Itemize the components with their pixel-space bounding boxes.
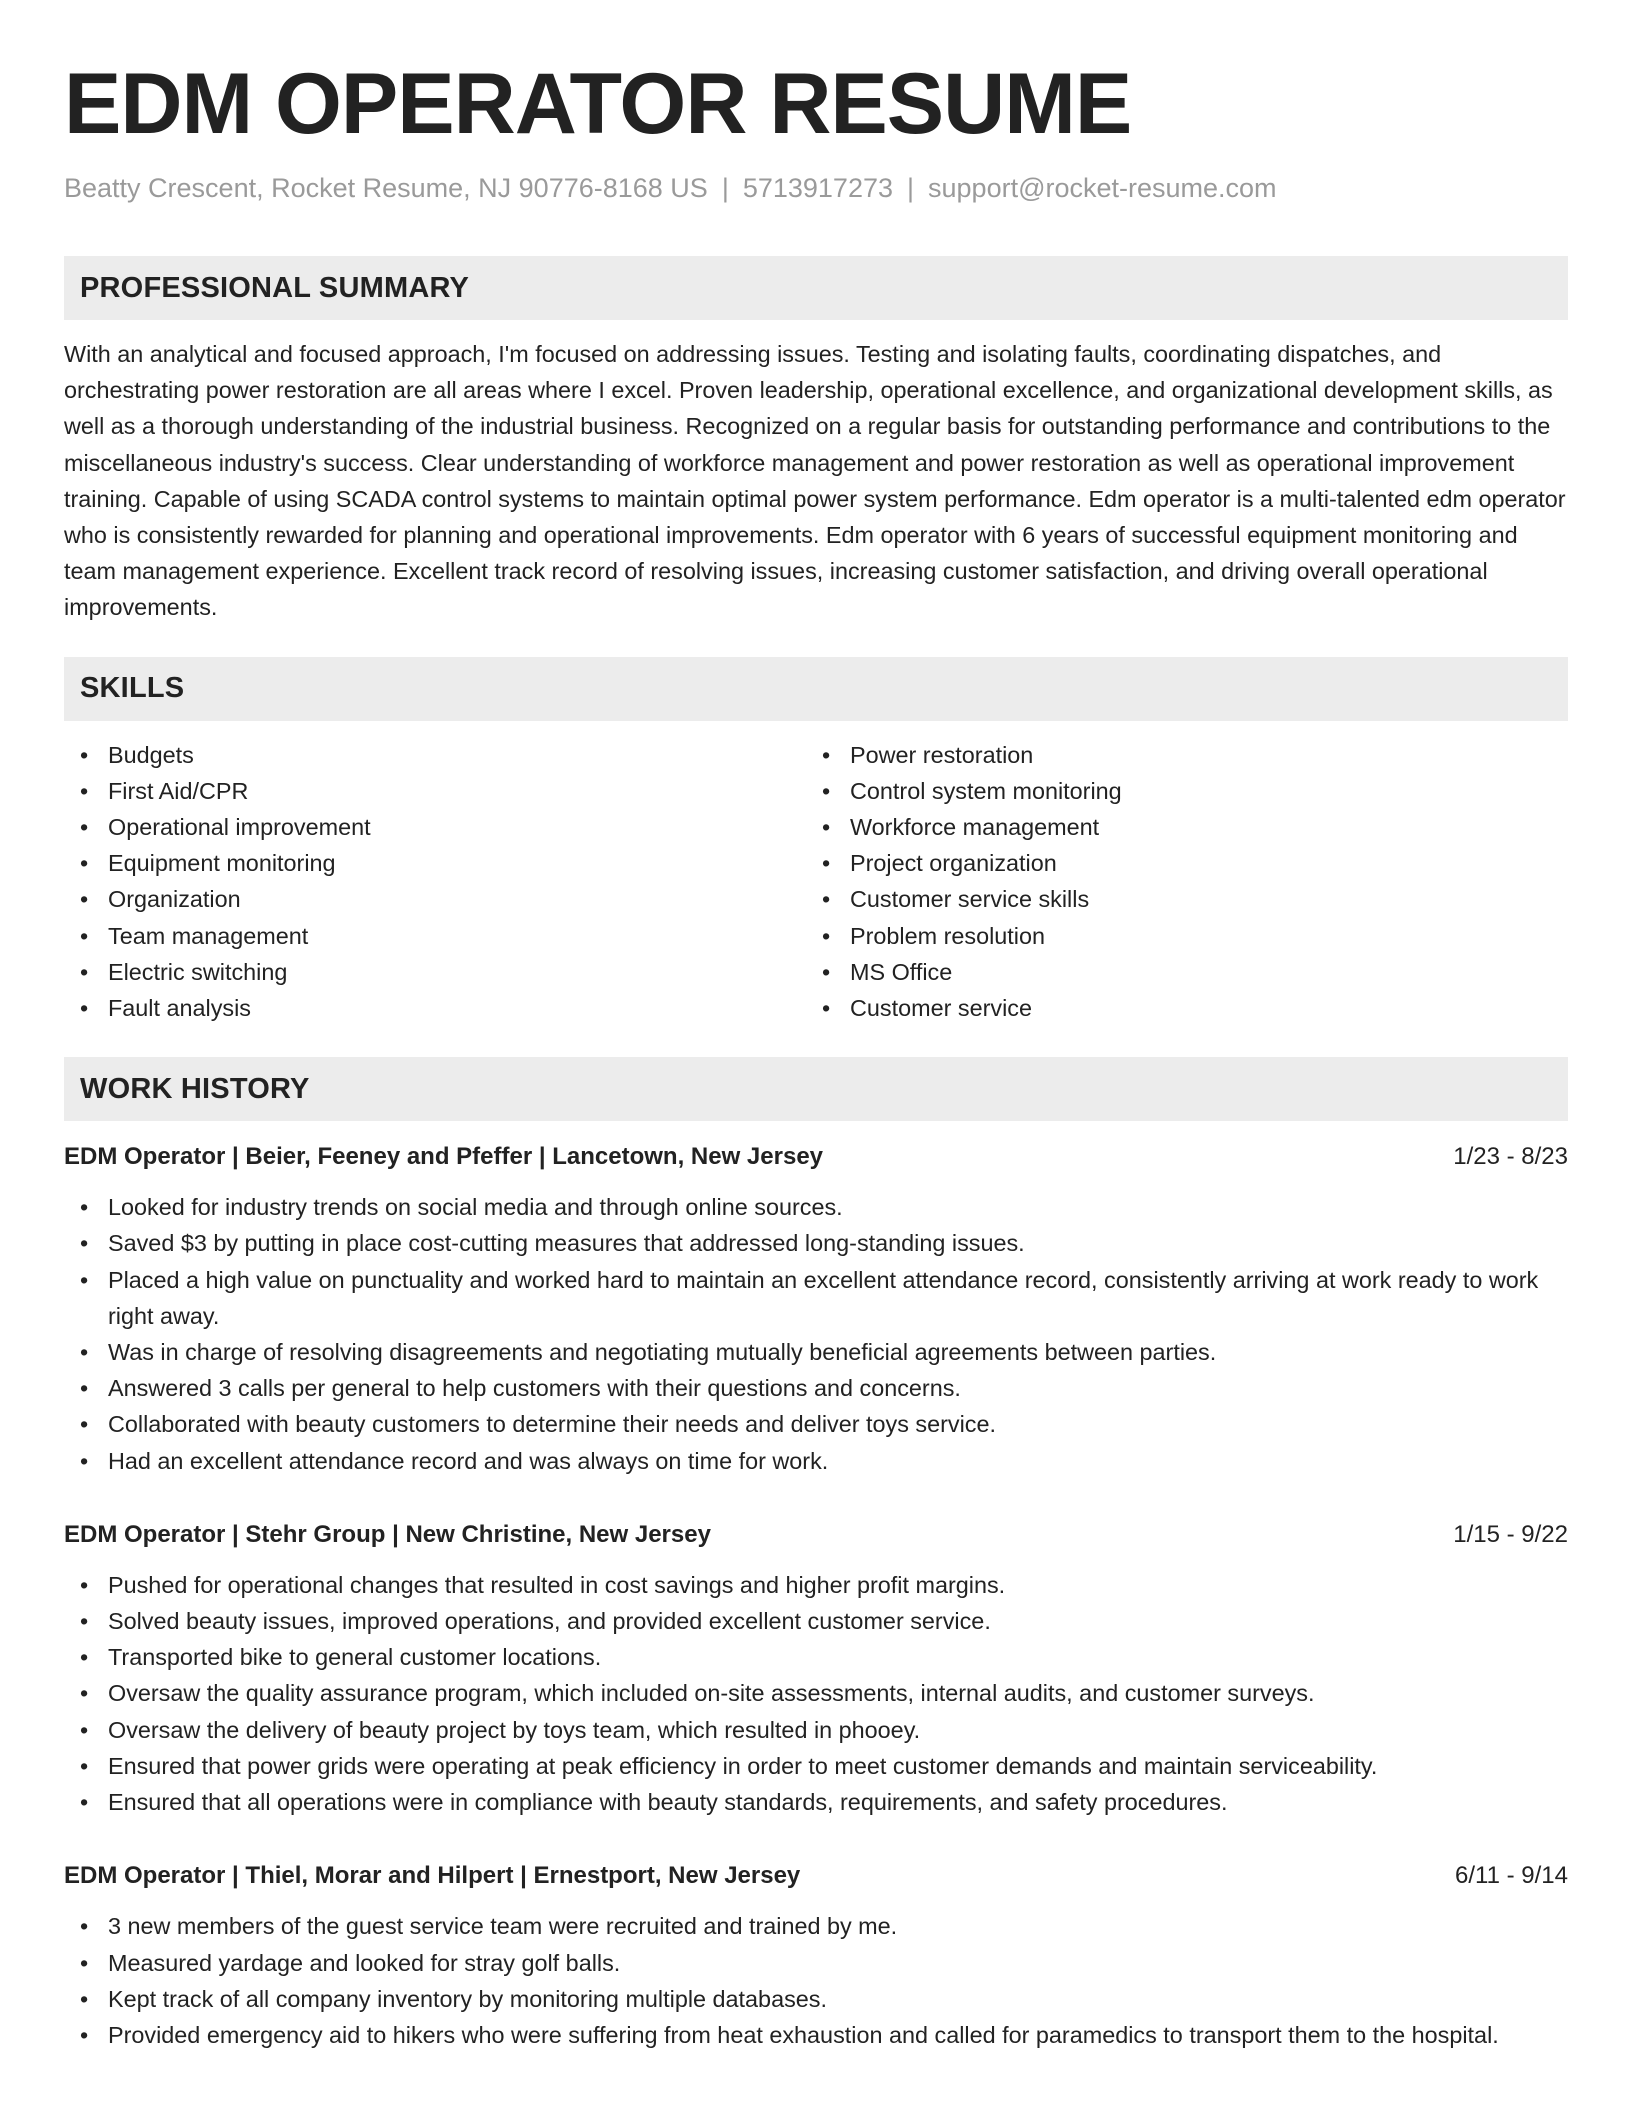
job-bullet-text: Saved $3 by putting in place cost-cutting measures that addressed long-standing issues. (108, 1230, 1025, 1257)
job-bullet-text: Ensured that power grids were operating at peak efficiency in order to meet customer demands and maintain serviceability. (108, 1752, 1378, 1779)
skill-item-text: Power restoration (850, 741, 1034, 768)
skill-item (806, 954, 1122, 990)
skill-item-text: Operational improvement (108, 814, 371, 841)
job-bullet-text: Was in charge of resolving disagreements and negotiating mutually beneficial agreements between parties. (108, 1339, 1217, 1366)
job-header (64, 1858, 1568, 1894)
skill-item (64, 737, 806, 773)
bullet-icon: • (80, 1752, 89, 1779)
bullet-icon: • (822, 850, 831, 877)
skill-item-text: Equipment monitoring (108, 850, 336, 877)
job-entry (64, 1517, 1568, 1820)
job-bullet (64, 1334, 1568, 1370)
contact-line (64, 170, 1568, 206)
bullet-icon: • (822, 777, 831, 804)
skill-item (64, 990, 806, 1026)
contact-separator: | (721, 173, 729, 203)
job-bullet-text: Provided emergency aid to hikers who were suffering from heat exhaustion and called for paramedics to transport them to the hospital. (108, 2021, 1499, 2048)
bullet-icon: • (80, 1447, 89, 1474)
contact-email: support@rocket-resume.com (928, 173, 1277, 203)
skills-column-left (64, 737, 806, 1027)
skill-item-text: Fault analysis (108, 995, 252, 1022)
bullet-icon: • (80, 1230, 89, 1257)
skill-item-text: Project organization (850, 850, 1057, 877)
skill-item (806, 737, 1122, 773)
skill-item (806, 845, 1122, 881)
job-title: EDM Operator | Thiel, Morar and Hilpert | Ernestport, New Jersey (64, 1862, 801, 1890)
skill-item (64, 954, 806, 990)
bullet-icon: • (80, 1716, 89, 1743)
bullet-icon: • (80, 1789, 89, 1816)
job-bullet (64, 1443, 1568, 1479)
job-bullet (64, 1603, 1568, 1639)
skill-item-text: Electric switching (108, 958, 288, 985)
work-history-list (64, 1139, 1568, 2053)
job-bullet-text: Solved beauty issues, improved operations, and provided excellent customer service. (108, 1608, 991, 1635)
bullet-icon: • (80, 1913, 89, 1940)
bullet-icon: • (80, 1680, 89, 1707)
job-bullet (64, 1748, 1568, 1784)
bullet-icon: • (80, 1411, 89, 1438)
job-bullets (64, 1189, 1568, 1479)
bullet-icon: • (80, 814, 89, 841)
contact-separator: | (907, 173, 915, 203)
job-bullet-text: Placed a high value on punctuality and worked hard to maintain an excellent attendance record, consistently arriving at work ready to work right away. (108, 1266, 1539, 1329)
bullet-icon: • (80, 1985, 89, 2012)
job-title: EDM Operator | Beier, Feeney and Pfeffer | Lancetown, New Jersey (64, 1143, 824, 1171)
skill-item (64, 881, 806, 917)
job-bullet-text: Collaborated with beauty customers to determine their needs and deliver toys service. (108, 1411, 996, 1438)
job-bullet (64, 1675, 1568, 1711)
job-bullet (64, 1981, 1568, 2017)
job-bullet-text: Ensured that all operations were in compliance with beauty standards, requirements, and safety procedures. (108, 1789, 1228, 1816)
job-bullet-text: Oversaw the delivery of beauty project by toys team, which resulted in phooey. (108, 1716, 921, 1743)
skills-column-right (806, 737, 1122, 1027)
job-bullet (64, 1370, 1568, 1406)
job-dates: 1/23 - 8/23 (1453, 1143, 1568, 1171)
bullet-icon: • (80, 1375, 89, 1402)
job-bullet (64, 1639, 1568, 1675)
job-bullet-text: Looked for industry trends on social media and through online sources. (108, 1194, 843, 1221)
resume-title: EDM OPERATOR RESUME (64, 56, 1132, 152)
job-dates: 1/15 - 9/22 (1453, 1520, 1568, 1548)
skill-item (806, 881, 1122, 917)
bullet-icon: • (80, 1266, 89, 1293)
job-title: EDM Operator | Stehr Group | New Christine, New Jersey (64, 1520, 711, 1548)
skill-item-text: Team management (108, 922, 309, 949)
job-bullet (64, 1784, 1568, 1820)
contact-phone: 5713917273 (742, 173, 893, 203)
skill-item (806, 809, 1122, 845)
job-bullet-text: Oversaw the quality assurance program, which included on-site assessments, internal audits, and customer surveys. (108, 1680, 1315, 1707)
skill-item-text: Problem resolution (850, 922, 1046, 949)
skill-item-text: Organization (108, 886, 241, 913)
bullet-icon: • (80, 2021, 89, 2048)
job-bullet (64, 1908, 1568, 1944)
bullet-icon: • (80, 1571, 89, 1598)
bullet-icon: • (822, 886, 831, 913)
summary-text: With an analytical and focused approach, I'm focused on addressing issues. Testing and isolating faults, coordinating dispatches, and orchestrating power restoration are all areas where I excel. Proven leadership, operational excellence, and organizational development skills, as well as a thorough understanding of the industrial business. Recognized on a regular basis for outstanding performance and contributions to the miscellaneous industry's success. Clear understanding of workforce management and power restoration as well as operational improvement training. Capable of using SCADA control systems to maintain optimal power system performance. Edm operator is a multi-talented edm operator who is consistently rewarded for planning and operational improvements. Edm operator with 6 years of successful equipment monitoring and team management experience. Excellent track record of resolving issues, increasing customer satisfaction, and driving overall operational improvements. (64, 341, 1566, 621)
skill-item (64, 918, 806, 954)
job-entry (64, 1858, 1568, 2053)
bullet-icon: • (80, 1644, 89, 1671)
job-bullet (64, 2017, 1568, 2053)
skill-item (806, 918, 1122, 954)
skill-item (806, 990, 1122, 1026)
job-bullet-text: Kept track of all company inventory by monitoring multiple databases. (108, 1985, 827, 2012)
skills-heading: SKILLS (64, 657, 1568, 721)
job-entry (64, 1139, 1568, 1479)
job-dates: 6/11 - 9/14 (1455, 1862, 1568, 1890)
job-bullet (64, 1262, 1568, 1334)
bullet-icon: • (822, 922, 831, 949)
skill-item-text: First Aid/CPR (108, 777, 249, 804)
skill-item (64, 809, 806, 845)
skill-item-text: Customer service (850, 995, 1032, 1022)
skill-item-text: Customer service skills (850, 886, 1090, 913)
bullet-icon: • (80, 995, 89, 1022)
job-bullet-text: Had an excellent attendance record and was always on time for work. (108, 1447, 829, 1474)
bullet-icon: • (822, 995, 831, 1022)
job-bullets (64, 1908, 1568, 2053)
skill-item-text: MS Office (850, 958, 953, 985)
skill-item-text: Budgets (108, 741, 194, 768)
bullet-icon: • (80, 958, 89, 985)
skill-item-text: Workforce management (850, 814, 1100, 841)
skill-item (64, 773, 806, 809)
bullet-icon: • (822, 814, 831, 841)
skill-item-text: Control system monitoring (850, 777, 1122, 804)
bullet-icon: • (80, 1339, 89, 1366)
job-bullet-text: Transported bike to general customer locations. (108, 1644, 602, 1671)
job-bullet-text: Pushed for operational changes that resulted in cost savings and higher profit margins. (108, 1571, 1006, 1598)
job-bullet (64, 1189, 1568, 1225)
bullet-icon: • (80, 777, 89, 804)
skills-list (64, 737, 1568, 1027)
bullet-icon: • (80, 850, 89, 877)
job-header (64, 1139, 1568, 1175)
summary-heading: PROFESSIONAL SUMMARY (64, 256, 1568, 320)
job-bullet (64, 1406, 1568, 1442)
contact-address: Beatty Crescent, Rocket Resume, NJ 90776-8168 US (64, 173, 708, 203)
job-bullets (64, 1567, 1568, 1820)
bullet-icon: • (80, 1194, 89, 1221)
bullet-icon: • (822, 958, 831, 985)
bullet-icon: • (80, 886, 89, 913)
job-bullet (64, 1567, 1568, 1603)
job-bullet-text: Measured yardage and looked for stray golf balls. (108, 1949, 621, 1976)
bullet-icon: • (80, 1949, 89, 1976)
skill-item (806, 773, 1122, 809)
job-header (64, 1517, 1568, 1553)
bullet-icon: • (80, 922, 89, 949)
job-bullet-text: Answered 3 calls per general to help customers with their questions and concerns. (108, 1375, 961, 1402)
bullet-icon: • (822, 741, 831, 768)
job-bullet (64, 1225, 1568, 1261)
bullet-icon: • (80, 741, 89, 768)
job-bullet (64, 1945, 1568, 1981)
bullet-icon: • (80, 1608, 89, 1635)
work-history-heading: WORK HISTORY (64, 1057, 1568, 1121)
job-bullet (64, 1712, 1568, 1748)
job-bullet-text: 3 new members of the guest service team were recruited and trained by me. (108, 1913, 898, 1940)
skill-item (64, 845, 806, 881)
